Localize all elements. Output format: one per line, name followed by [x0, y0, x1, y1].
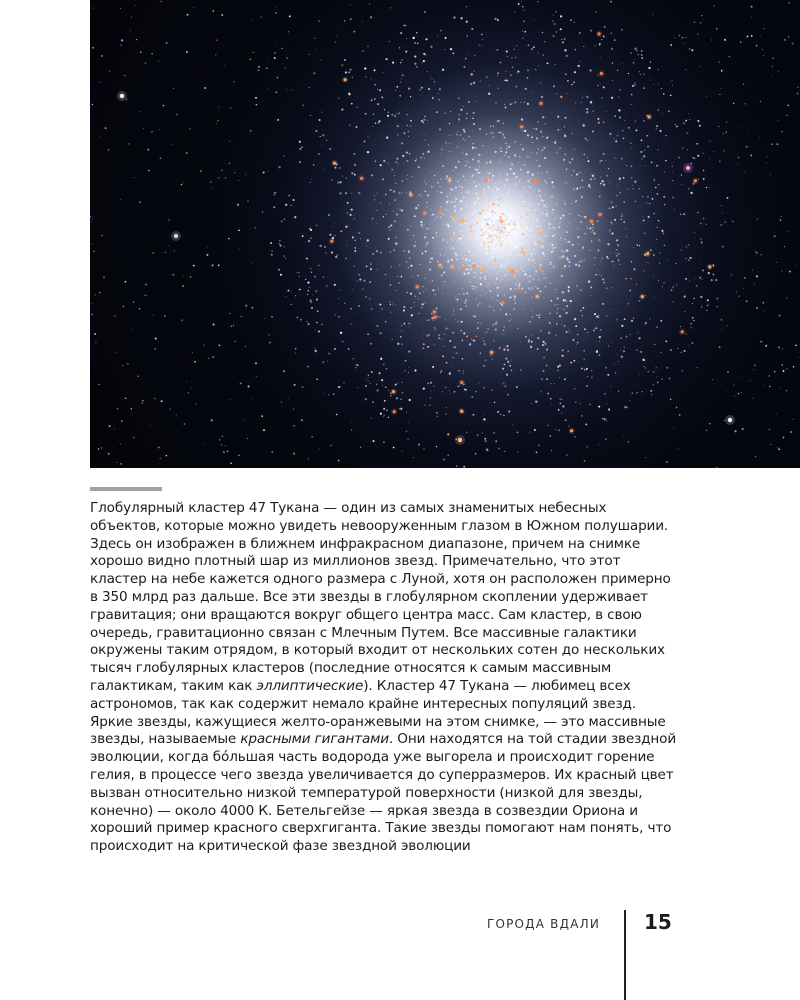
- caption-italic-1: эллиптические: [256, 677, 364, 694]
- caption-text-3: . Они находятся на той стадии звездной эволюции, когда бóльшая часть водорода уже выгорела и происходит горение гелия, в процессе чего звезда увеличивается до суперразмеров. Их красный цвет вызван относительно низкой температурой поверхности (низкой для звезды, конечно) — около 4000 К. Бетельгейзе — яркая звезда в созвездии Ориона и хороший пример красного сверхгиганта. Такие звезды помогают нам понять, что происходит на критической фазе звездной эволюции: [90, 731, 677, 855]
- page-number: 15: [644, 910, 672, 934]
- caption-italic-2: красными гигантами: [240, 731, 389, 748]
- cluster-photo: [90, 0, 800, 468]
- running-footer-section: ГОРОДА ВДАЛИ: [486, 917, 600, 931]
- starfield-image: [90, 0, 800, 468]
- photo-caption: [90, 500, 680, 856]
- caption-divider: [90, 487, 162, 491]
- caption-text-1: Глобулярный кластер 47 Тукана — один из самых знаменитых небесных объектов, которые можно увидеть невооруженным глазом в Южном полушарии. Здесь он изображен в ближнем инфракрасном диапазоне, причем на снимке хорошо видно плотный шар из миллионов звезд. Примечательно, что этот кластер на небе кажется одного размера с Луной, хотя он расположен примерно в 350 млрд раз дальше. Все эти звезды в глобулярном скоплении удерживает гравитация; они вращаются вокруг общего центра масс. Сам кластер, в свою очередь, гравитационно связан с Млечным Путем. Все массивные галактики окружены таким отрядом, в который входит от нескольких сотен до нескольких тысяч глобулярных кластеров (последние относятся к самым массивным галактикам, таким как: [90, 500, 671, 694]
- footer-rule: [624, 910, 626, 1000]
- caption-text-2: ). Кластер 47 Тукана — любимец всех астрономов, так как содержит немало крайне интересных популяций звезд. Яркие звезды, кажущиеся желто-оранжевыми на этом снимке, — это массивные звезды, называемые: [90, 677, 666, 748]
